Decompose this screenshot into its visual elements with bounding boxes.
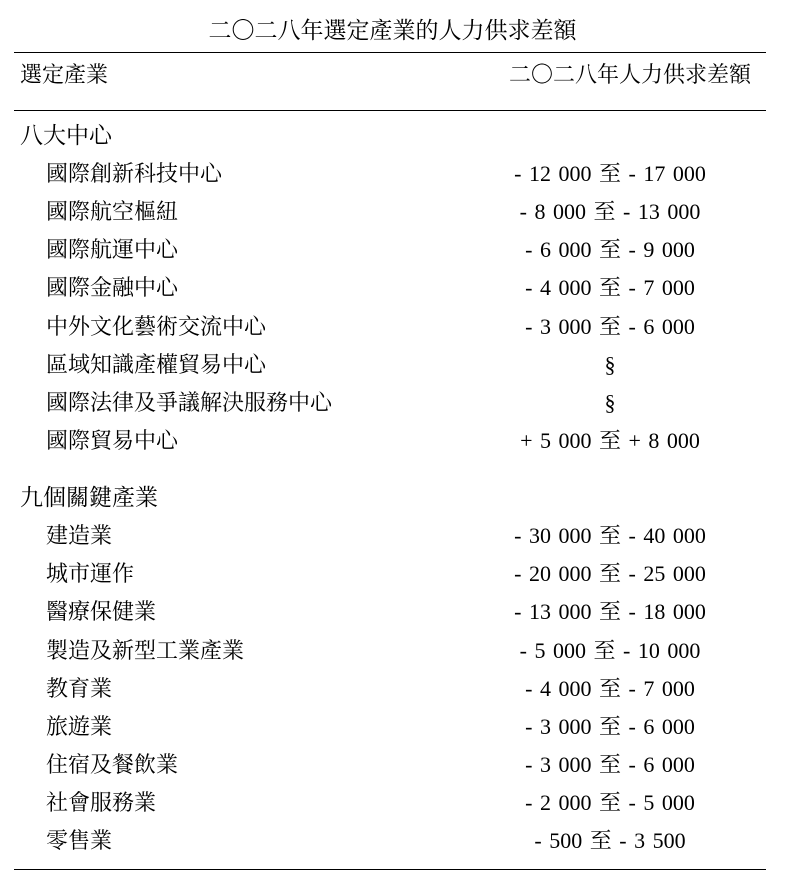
industry-name: 建造業: [46, 523, 113, 548]
gap-range: §: [604, 352, 616, 377]
industry-name: 國際法律及爭議解決服務中心: [46, 390, 333, 415]
gap-range: - 12 000 至 - 17 000: [514, 161, 706, 186]
gap-range: - 3 000 至 - 6 000: [525, 752, 695, 777]
gap-range: §: [604, 390, 616, 415]
column-header-gap: 二〇二八年人力供求差額: [508, 62, 751, 87]
industry-name: 零售業: [46, 828, 113, 853]
table-row: [0, 748, 785, 782]
table-row: [0, 310, 785, 344]
gap-range: - 2 000 至 - 5 000: [525, 790, 695, 815]
table-row: [0, 824, 785, 858]
table-row: [0, 710, 785, 744]
table-row: [0, 157, 785, 191]
industry-name: 製造及新型工業產業: [46, 638, 245, 663]
industry-name: 旅遊業: [46, 714, 113, 739]
table-row: [0, 271, 785, 305]
gap-range: - 6 000 至 - 9 000: [525, 237, 695, 262]
industry-name: 社會服務業: [46, 790, 157, 815]
industry-name: 中外文化藝術交流中心: [46, 314, 267, 339]
section-title: 八大中心: [20, 123, 112, 148]
industry-name: 城市運作: [46, 561, 135, 586]
gap-range: - 13 000 至 - 18 000: [514, 599, 706, 624]
table-row: [0, 672, 785, 706]
industry-name: 區域知識產權貿易中心: [46, 352, 267, 377]
table-row: [0, 519, 785, 553]
gap-range: - 8 000 至 - 13 000: [519, 199, 701, 224]
gap-range: - 3 000 至 - 6 000: [525, 314, 695, 339]
bottom-rule: [14, 869, 766, 870]
table-row: [0, 634, 785, 668]
header-rule: [14, 110, 766, 111]
table-row: [0, 557, 785, 591]
table-row: [0, 786, 785, 820]
table-row: [0, 595, 785, 629]
column-header-industry: 選定產業: [20, 62, 109, 87]
gap-range: + 5 000 至 + 8 000: [520, 428, 700, 453]
gap-range: - 5 000 至 - 10 000: [519, 638, 701, 663]
table-row: [0, 233, 785, 267]
table-row: [0, 195, 785, 229]
industry-name: 住宿及餐飲業: [46, 752, 179, 777]
gap-range: - 20 000 至 - 25 000: [514, 561, 706, 586]
industry-name: 國際航運中心: [46, 237, 179, 262]
industry-name: 國際創新科技中心: [46, 161, 223, 186]
table-row: [0, 386, 785, 420]
industry-name: 國際航空樞紐: [46, 199, 179, 224]
industry-name: 教育業: [46, 676, 113, 701]
gap-range: - 3 000 至 - 6 000: [525, 714, 695, 739]
table-row: [0, 424, 785, 458]
industry-name: 國際貿易中心: [46, 428, 179, 453]
table-title: 二〇二八年選定產業的人力供求差額: [208, 18, 577, 43]
gap-range: - 30 000 至 - 40 000: [514, 523, 706, 548]
industry-name: 國際金融中心: [46, 275, 179, 300]
section-title: 九個關鍵產業: [20, 485, 158, 510]
table-row: [0, 348, 785, 382]
top-rule: [14, 52, 766, 53]
industry-name: 醫療保健業: [46, 599, 157, 624]
gap-range: - 500 至 - 3 500: [534, 828, 686, 853]
gap-range: - 4 000 至 - 7 000: [525, 676, 695, 701]
gap-range: - 4 000 至 - 7 000: [525, 275, 695, 300]
